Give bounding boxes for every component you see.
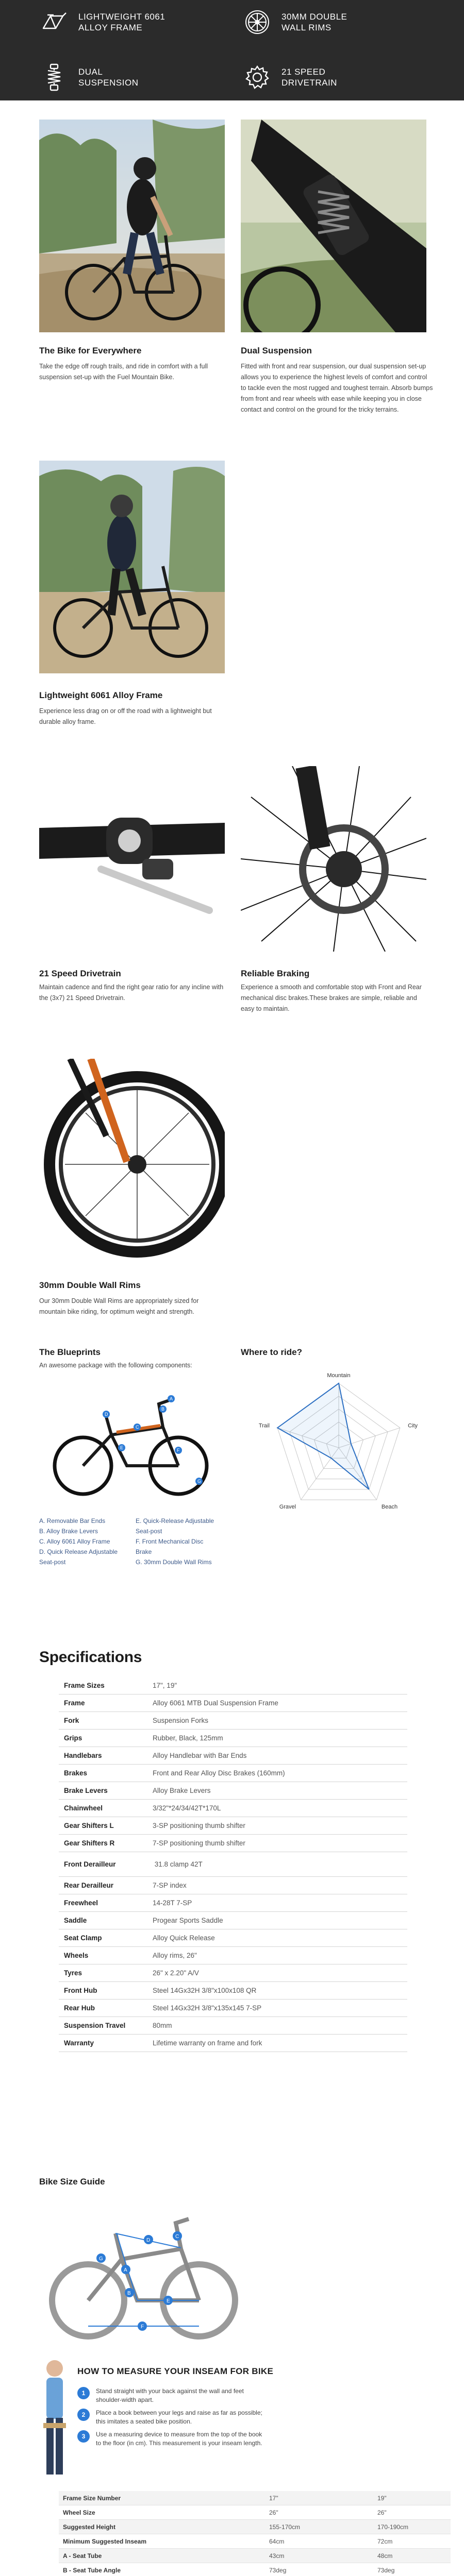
size-table	[59, 2491, 451, 2576]
spec-row	[59, 1947, 407, 1964]
blueprint-item: E. Quick-Release Adjustable	[136, 1517, 214, 1524]
radar-label-trail: Trail	[258, 1422, 270, 1429]
spec-row	[59, 1800, 407, 1817]
size-guide-title: Bike Size Guide	[39, 2177, 105, 2187]
spec-label: Front Hub	[64, 1987, 97, 1994]
features-banner	[0, 0, 464, 100]
spec-label: Warranty	[64, 2039, 94, 2047]
measure-step	[77, 2387, 266, 2404]
blueprint-item: A. Removable Bar Ends	[39, 1517, 106, 1524]
spec-value: Rubber, Black, 125mm	[153, 1734, 223, 1742]
spec-row	[59, 1929, 407, 1947]
size-value-17: 43cm	[269, 2552, 285, 2560]
measure-title: HOW TO MEASURE YOUR INSEAM FOR BIKE	[77, 2366, 274, 2376]
blueprint-legend-left	[39, 1516, 132, 1567]
measure-step	[77, 2430, 266, 2448]
step-number: 2	[77, 2409, 90, 2421]
feature-title-everywhere: The Bike for Everywhere	[39, 346, 142, 355]
guide-marker-d: D	[146, 2238, 151, 2243]
spec-row	[59, 1747, 407, 1765]
blueprint-item: D. Quick Release Adjustable	[39, 1548, 118, 1555]
spec-row	[59, 1782, 407, 1800]
size-value-19: 72cm	[377, 2537, 393, 2545]
blueprints-subtitle: An awesome package with the following components:	[39, 1362, 192, 1369]
spec-value: 3/32"*24/34/42T*170L	[153, 1804, 221, 1812]
spec-row	[59, 1765, 407, 1782]
spec-value: Alloy Quick Release	[153, 1934, 215, 1942]
feature-desc-suspension: Fitted with front and rear suspension, our dual suspension set-up allows you to experience the highest levels of comfort and control to tackle even the most rugged and toughest terrain. Absorb bumps from front and rear wheels with ease while keeping you in close contact and control on the ground for the tricky terrains.	[241, 363, 433, 413]
feature-desc-braking: Experience a smooth and comfortable stop with Front and Rear mechanical disc brakes.These brakes are simple, reliable and easy to maintain.	[241, 984, 422, 1012]
product-content	[0, 100, 464, 2576]
blueprint-marker-a: A	[170, 1396, 173, 1401]
spec-row	[59, 1852, 407, 1877]
spec-row	[59, 1835, 407, 1852]
feature-title-rims: 30mm Double Wall Rims	[39, 1280, 141, 1290]
suspension-icon	[39, 62, 69, 92]
spec-value: 17", 19"	[153, 1682, 177, 1689]
spec-value: Lifetime warranty on frame and fork	[153, 2039, 262, 2047]
feature-title-braking: Reliable Braking	[241, 969, 310, 978]
spec-label: Freewheel	[64, 1899, 98, 1907]
step-text: Stand straight with your back against the wall and feet shoulder-width apart.	[96, 2387, 244, 2403]
rider-photo-everywhere	[39, 120, 225, 332]
feature-desc-frame: Experience less drag on or off the road with a lightweight but durable alloy frame.	[39, 707, 212, 725]
size-row	[59, 2534, 451, 2549]
size-guide-bike-diagram	[39, 2197, 245, 2347]
blueprint-marker-b: B	[161, 1406, 165, 1412]
size-value-17: 155-170cm	[269, 2523, 301, 2531]
spec-value: 14-28T 7-SP	[153, 1899, 192, 1907]
ride-radar-chart	[241, 1360, 437, 1530]
blueprint-bike-diagram	[39, 1378, 225, 1507]
spec-row	[59, 1817, 407, 1835]
spec-label: Frame Sizes	[64, 1682, 105, 1689]
feature-desc-everywhere: Take the edge off rough trails, and ride in comfort with a full suspension set-up with the Fuel Mountain Bike.	[39, 363, 208, 381]
radar-label-city: City	[408, 1422, 418, 1429]
spec-row	[59, 1912, 407, 1929]
feature-desc-drivetrain: Maintain cadence and find the right gear ratio for any incline with the (3x7) 21 Speed Drivetrain.	[39, 984, 224, 1002]
spec-label: Gear Shifters L	[64, 1822, 114, 1829]
spec-label: Tyres	[64, 1969, 82, 1977]
spec-row	[59, 1677, 407, 1694]
inseam-figure	[39, 2357, 70, 2481]
spec-row	[59, 1694, 407, 1712]
spec-value: Steel 14Gx32H 3/8"x135x145 7-SP	[153, 2004, 262, 2012]
specs-table	[59, 1677, 407, 2052]
measure-step	[77, 2409, 266, 2426]
spec-label: Seat Clamp	[64, 1934, 102, 1942]
spec-value: Alloy rims, 26"	[153, 1952, 197, 1959]
feature-title-frame: Lightweight 6061 Alloy Frame	[39, 690, 163, 700]
size-row	[59, 2491, 451, 2505]
spec-label: Brakes	[64, 1769, 88, 1777]
blueprints-title: The Blueprints	[39, 1347, 101, 1357]
spec-row	[59, 1964, 407, 1982]
feature-suspension	[39, 60, 222, 94]
rider-photo-frame	[39, 461, 225, 673]
size-value-19: 48cm	[377, 2552, 393, 2560]
blueprint-item: F. Front Mechanical Disc	[136, 1538, 204, 1545]
spec-value: 7-SP index	[153, 1882, 187, 1889]
spec-value: Front and Rear Alloy Disc Brakes (160mm)	[153, 1769, 285, 1777]
guide-marker-e: E	[167, 2298, 170, 2304]
bike-frame-icon	[39, 7, 69, 37]
size-label: Minimum Suggested Inseam	[63, 2537, 147, 2545]
blueprint-item: C. Alloy 6061 Alloy Frame	[39, 1538, 110, 1545]
size-row	[59, 2549, 451, 2563]
spec-label: Brake Levers	[64, 1787, 108, 1794]
spec-label: Frame	[64, 1699, 85, 1707]
feature-drivetrain-line2: DRIVETRAIN	[281, 77, 337, 88]
size-label: B - Seat Tube Angle	[63, 2566, 121, 2574]
spec-value: Alloy 6061 MTB Dual Suspension Frame	[153, 1699, 278, 1707]
spec-row	[59, 1982, 407, 1999]
spec-label: Suspension Travel	[64, 2022, 126, 2029]
spec-value: Alloy Handlebar with Bar Ends	[153, 1752, 247, 1759]
feature-title-drivetrain: 21 Speed Drivetrain	[39, 969, 121, 978]
step-text: Place a book between your legs and raise as far as possible; this imitates a seated bike position.	[96, 2409, 262, 2425]
spec-value: Alloy Brake Levers	[153, 1787, 211, 1794]
size-value-17: 73deg	[269, 2566, 287, 2574]
spec-label: Rear Hub	[64, 2004, 95, 2012]
feature-rims-line2: WALL RIMS	[281, 23, 332, 32]
guide-marker-a: A	[124, 2267, 127, 2273]
size-value-17: 64cm	[269, 2537, 285, 2545]
spec-value: 26" x 2.20" A/V	[153, 1969, 199, 1977]
blueprint-item: Seat-post	[39, 1558, 66, 1566]
spec-value: 3-SP positioning thumb shifter	[153, 1822, 245, 1829]
blueprint-marker-e: E	[120, 1445, 124, 1450]
feature-frame	[39, 5, 222, 39]
spec-label: Wheels	[64, 1952, 89, 1959]
spec-row	[59, 1999, 407, 2017]
size-row	[59, 2563, 451, 2576]
wheel-rim-icon	[242, 7, 272, 37]
feature-rims-line1: 30MM DOUBLE	[281, 12, 347, 22]
blueprint-marker-c: C	[136, 1425, 139, 1430]
blueprint-marker-g: G	[197, 1479, 202, 1484]
spec-row	[59, 1877, 407, 1894]
ride-title: Where to ride?	[241, 1347, 303, 1357]
spec-row	[59, 1894, 407, 1912]
feature-drivetrain	[242, 60, 425, 94]
guide-marker-c: C	[175, 2234, 179, 2240]
spec-row	[59, 2017, 407, 2035]
radar-label-mountain: Mountain	[327, 1372, 351, 1379]
feature-title-suspension: Dual Suspension	[241, 346, 312, 355]
spec-label: Grips	[64, 1734, 82, 1742]
shifter-photo	[39, 766, 225, 952]
blueprint-marker-f: F	[177, 1448, 180, 1453]
feature-suspension-line2: SUSPENSION	[78, 77, 139, 88]
spec-label: Handlebars	[64, 1752, 102, 1759]
guide-marker-b: B	[127, 2291, 131, 2296]
spec-label: Fork	[64, 1717, 79, 1724]
blueprint-legend-right	[136, 1516, 228, 1567]
blueprint-item: B. Alloy Brake Levers	[39, 1528, 98, 1535]
suspension-photo	[241, 120, 426, 332]
feature-suspension-line1: DUAL	[78, 66, 103, 77]
spec-label: Rear Derailleur	[64, 1882, 114, 1889]
size-label: A - Seat Tube	[63, 2552, 102, 2560]
size-label: Suggested Height	[63, 2523, 116, 2531]
spec-label: Saddle	[64, 1917, 87, 1924]
guide-marker-f: F	[141, 2324, 144, 2330]
gear-icon	[242, 62, 272, 92]
step-number: 3	[77, 2430, 90, 2443]
specs-title: Specifications	[39, 1649, 142, 1666]
step-number: 1	[77, 2387, 90, 2399]
size-value-17: 17"	[269, 2494, 278, 2502]
spec-value: Progear Sports Saddle	[153, 1917, 223, 1924]
spec-value: Suspension Forks	[153, 1717, 209, 1724]
spec-value: 31.8 clamp 42T	[153, 1860, 203, 1868]
feature-drivetrain-line1: 21 SPEED	[281, 66, 326, 77]
blueprint-item: Seat-post	[136, 1528, 162, 1535]
size-value-19: 26"	[377, 2509, 387, 2516]
rim-photo	[39, 1059, 225, 1260]
size-row	[59, 2520, 451, 2534]
spec-label: Front Derailleur	[64, 1860, 116, 1868]
radar-label-beach: Beach	[381, 1504, 398, 1511]
guide-marker-g: G	[99, 2256, 103, 2262]
blueprint-item: Brake	[136, 1548, 152, 1555]
size-value-17: 26"	[269, 2509, 278, 2516]
spec-label: Gear Shifters R	[64, 1839, 115, 1847]
size-value-19: 73deg	[377, 2566, 395, 2574]
blueprint-item: G. 30mm Double Wall Rims	[136, 1558, 212, 1566]
spec-value: Steel 14Gx32H 3/8"x100x108 QR	[153, 1987, 257, 1994]
radar-label-gravel: Gravel	[279, 1504, 296, 1511]
feature-frame-line2: ALLOY FRAME	[78, 23, 143, 32]
size-label: Wheel Size	[63, 2509, 95, 2516]
spec-value: 80mm	[153, 2022, 172, 2029]
spec-row	[59, 1712, 407, 1730]
spec-row	[59, 1730, 407, 1747]
size-value-19: 19"	[377, 2494, 387, 2502]
feature-desc-rims: Our 30mm Double Wall Rims are appropriately sized for mountain bike riding, for optimum weight and strength.	[39, 1297, 199, 1315]
size-row	[59, 2505, 451, 2520]
spec-value: 7-SP positioning thumb shifter	[153, 1839, 245, 1847]
step-text: Use a measuring device to measure from the top of the book to the floor (in cm). This measurement is your inseam length.	[96, 2431, 262, 2447]
spec-label: Chainwheel	[64, 1804, 103, 1812]
size-value-19: 170-190cm	[377, 2523, 409, 2531]
disc-brake-photo	[241, 766, 426, 952]
size-label: Frame Size Number	[63, 2494, 121, 2502]
feature-rims	[242, 5, 425, 39]
feature-frame-line1: LIGHTWEIGHT 6061	[78, 12, 165, 22]
blueprint-marker-d: D	[105, 1412, 108, 1417]
spec-row	[59, 2035, 407, 2052]
